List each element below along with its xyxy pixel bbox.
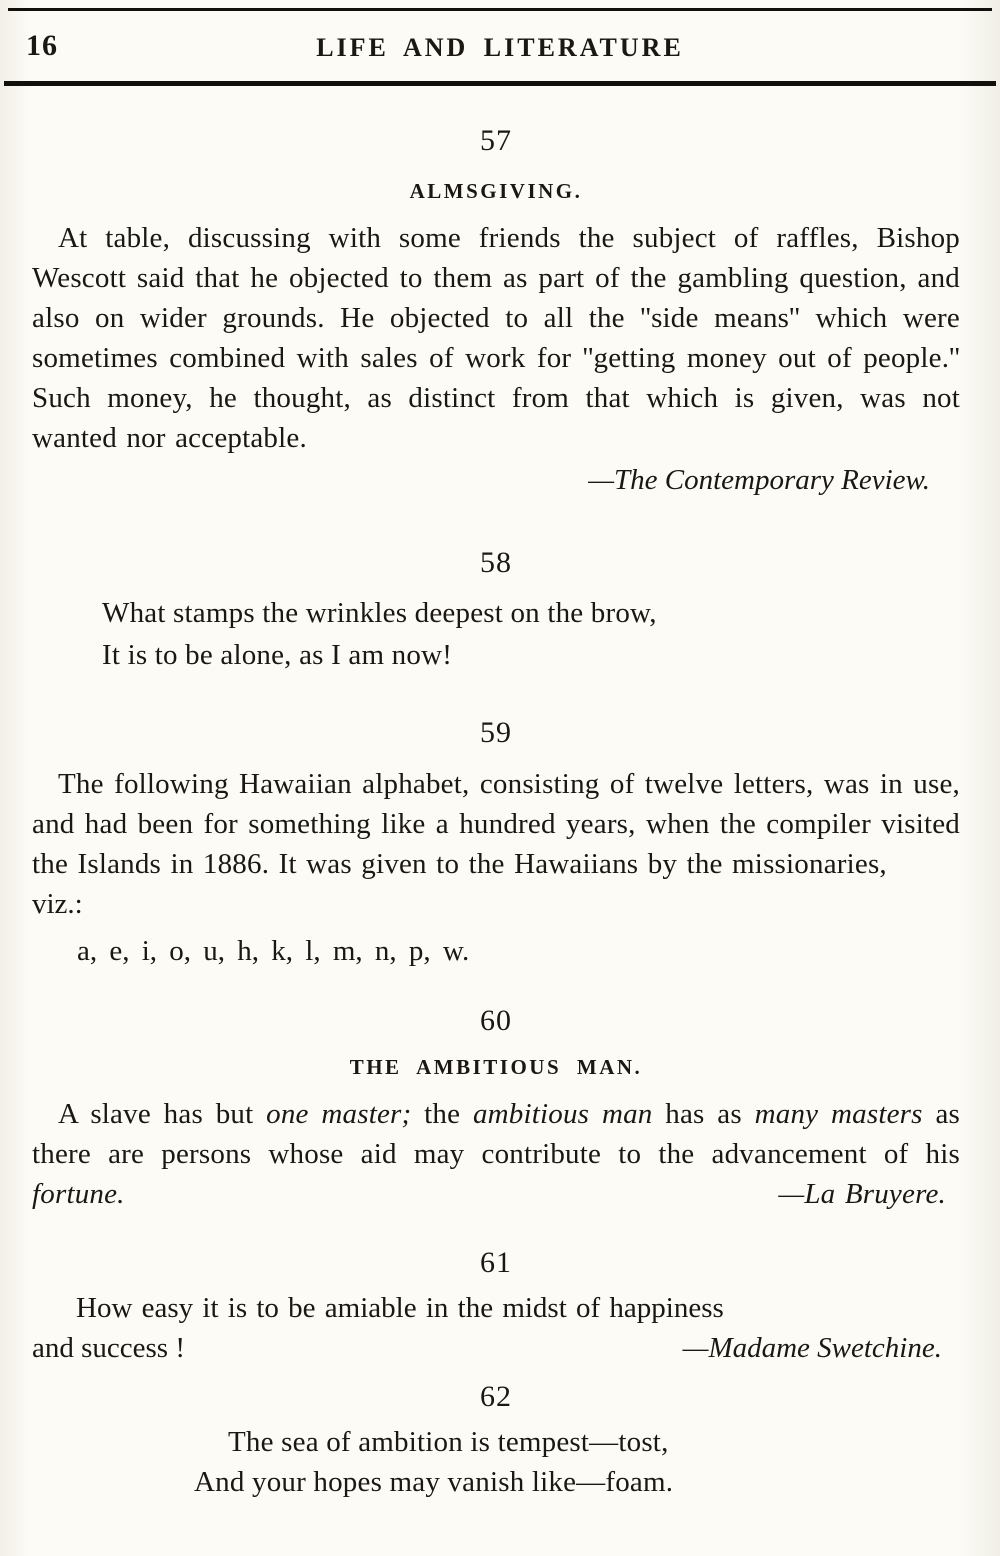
entry-60	[32, 1002, 960, 1214]
entry-60-attribution: —La Bruyere.	[778, 1178, 946, 1210]
entry-59	[32, 714, 960, 972]
entry-61-number: 61	[480, 1246, 512, 1279]
entry-60-run-2: the	[411, 1098, 473, 1130]
entry-61-line-2: and success !	[32, 1332, 186, 1364]
running-title: LIFE AND LITERATURE	[316, 33, 684, 62]
header-rule	[4, 81, 996, 86]
entry-61	[32, 1244, 960, 1368]
entry-58-number: 58	[480, 546, 512, 579]
entry-57-heading: ALMSGIVING.	[409, 179, 583, 203]
entry-58-verse	[32, 592, 960, 676]
page-number: 16	[26, 29, 58, 62]
entry-58	[32, 544, 960, 676]
entry-57-attribution: —The Contemporary Review.	[588, 464, 930, 496]
entry-60-run-4: has as	[652, 1098, 755, 1130]
entry-62	[32, 1378, 960, 1502]
entry-59-viz-line: viz.:	[32, 888, 83, 920]
entry-57	[32, 122, 960, 500]
entry-61-line-1: How easy it is to be amiable in the midst of happiness	[76, 1292, 724, 1324]
entry-60-run-0: A slave has but	[58, 1098, 267, 1130]
entry-60-run-3: ambitious man	[472, 1098, 653, 1130]
entry-60-run-1: one master;	[266, 1098, 412, 1130]
entry-57-attribution-line	[32, 460, 960, 500]
entry-57-number: 57	[480, 124, 512, 157]
entry-59-alphabet-line: a, e, i, o, u, h, k, l, m, n, p, w.	[77, 935, 470, 967]
entry-60-run-7: fortune.	[32, 1178, 125, 1210]
entry-60-run-6: as there are persons whose aid may contribute to the advancement of his	[32, 1098, 961, 1170]
entry-60-heading: THE AMBITIOUS MAN.	[349, 1055, 643, 1079]
entry-61-attribution: —Madame Swetchine.	[682, 1332, 942, 1364]
entry-62-verse-line-1: The sea of ambition is tempest—tost,	[228, 1426, 669, 1458]
entry-60-body	[32, 1094, 960, 1214]
entry-60-run-5: many masters	[754, 1098, 923, 1130]
page-header	[0, 19, 1000, 75]
entry-60-number: 60	[480, 1004, 512, 1037]
page-content	[0, 122, 1000, 1502]
entry-62-verse-line-2: And your hopes may vanish like—foam.	[194, 1466, 674, 1498]
entry-58-verse-line-1: What stamps the wrinkles deepest on the brow,	[102, 597, 657, 629]
top-rule	[8, 8, 992, 11]
entry-57-body: At table, discussing with some friends the subject of raffles, Bishop Wescott said that he objected to them as part of the gambling question, and also on wider grounds. He objected to all the ''side means'' which were sometimes combined with sales of work for ''getting money out of people.'' Such money, he thought, as distinct from that which is given, was not wanted nor acceptable.	[32, 222, 960, 454]
entry-59-body: The following Hawaiian alphabet, consisting of twelve letters, was in use, and had been for something like a hundred years, when the compiler visited the Islands in 1886. It was given to the Hawaiians by the missionaries,	[32, 768, 960, 880]
entry-62-verse	[32, 1422, 960, 1502]
entry-58-verse-line-2: It is to be alone, as I am now!	[102, 639, 453, 671]
entry-61-line-2-row	[32, 1328, 960, 1368]
entry-62-number: 62	[480, 1380, 512, 1413]
entry-59-number: 59	[480, 716, 512, 749]
